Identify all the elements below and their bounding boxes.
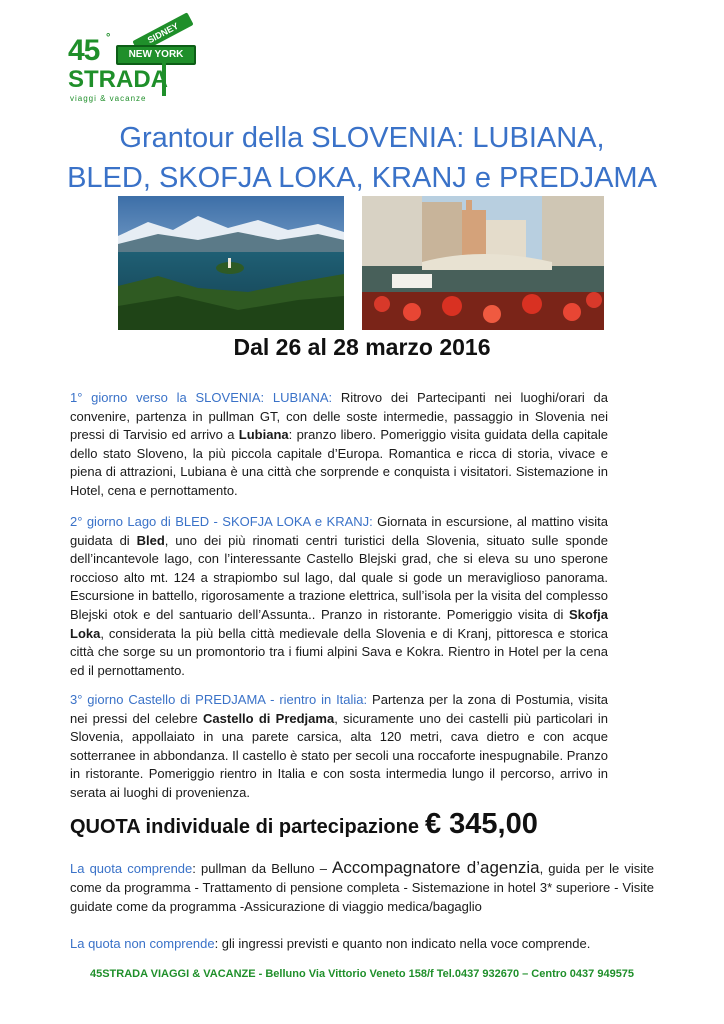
includes-label: La quota comprende [70,861,193,876]
day-3-text-1: Partenza per la zona di Postumia, visita nei pressi del celebre [70,692,608,726]
day-3-itinerary [70,691,608,803]
day-2-itinerary [70,513,608,680]
day-2-text-1: Giornata in escursione, al mattino visita guidata di [70,514,608,548]
price-excludes [70,934,654,953]
includes-text-1: : pullman da Belluno – [192,861,333,876]
day-3-label-end: : [363,692,368,707]
day-2-bold-1: Bled [136,532,165,548]
day-2-text-3: , considerata la più bella città medievale della Slovenia e di Kranj, pittoresca e storica città che sorge su un promontorio tra i fiumi alpini Sava e Kokra. Rientro in Hotel per la cena ed il pernottamento. [70,625,608,678]
trip-dates: Dal 26 al 28 marzo 2016 [233,334,491,360]
includes-highlight: Accompagnatore d’agenzia [332,858,540,877]
day-1-text-2: : pranzo libero. Pomeriggio visita guidata della capitale dello stato Sloveno, la più piccola capitale d’Europa. Romantica e ricca di storia, vivace e piena di attrazioni, Lubiana è una città che sorprende e conquista i visitatori. Sistemazione in Hotel, cena e pernottamento. [70,427,608,498]
day-3-label-bold: Italia [336,692,364,707]
agency-logo [66,12,198,102]
photo-lake-bled [118,196,344,330]
day-1-label: 1° giorno verso la SLOVENIA: LUBIANA: [70,390,333,405]
day-2-bold-2: Skofja Loka [70,606,608,641]
day-2-text-2: , uno dei più rinomati centri turistici della Slovenia, situato sulle sponde dell’incantevole lago, con l’interessante Castello Blejski grad, che si eleva su uno sperone roccioso alto mt. 124 a strapiombo sul lago, dal quale si gode un meraviglioso panorama. Escursione in battello, rigorosamente a trazione elettrica, sull’isola per la visita del complesso Blejski otok e del santuario dell’Assunta.. Pranzo in ristorante. Pomeriggio visita di [70,532,608,622]
day-3-bold-1: Castello di Predjama [203,710,335,726]
photo-ljubljana-river [362,196,604,330]
title-line-1: Grantour della SLOVENIA: LUBIANA, [119,122,605,154]
logo-sign-sidney: SIDNEY [132,12,193,53]
agency-footer: 45STRADA VIAGGI & VACANZE - Belluno Via Vittorio Veneto 158/f Tel.0437 932670 – Centro 0437 949575 [89,968,635,980]
includes-text-2: , guida per le visite come da programma - Trattamento di pensione completa - Sistemazione in hotel 3* superiore - Visite guidate come da programma -Assicurazione di viaggio medica/bagaglio [70,861,654,914]
page-title [40,118,684,198]
price-value: € 345,00 [424,808,538,840]
title-line-2: BLED, SKOFJA LOKA, KRANJ e PREDJAMA [67,162,657,194]
day-3-text-2: , sicuramente uno dei castelli più particolari in Slovenia, appollaiato in una parete carsica, alta 120 metri, cava dietro e con acque sotterranee in abbondanza. Il castello è stato per secoli una roccaforte inespugnabile. Pranzo in ristorante. Pomeriggio rientro in Italia e con sosta intermedia lungo il percorso, arrivo in serata ai luoghi di provenienza. [70,710,608,800]
logo-name: STRADA [68,66,168,93]
excludes-label: La quota non comprende [70,936,215,951]
day-1-text-1: Ritrovo dei Partecipanti nei luoghi/orari da convenire, partenza in pullman GT, con delle soste intermedie, passaggio in Slovenia nei pressi di Tarvisio ed arrivo a [70,390,609,443]
logo-number: 45 [68,34,100,67]
price-includes [70,858,654,916]
day-1-bold-1: Lubiana [238,427,289,443]
logo-sign-new-york: NEW YORK [116,45,196,65]
logo-degree: ° [106,32,111,44]
day-1-itinerary [70,389,608,501]
price-label: QUOTA individuale di partecipazione [70,816,419,838]
logo-tagline: viaggi & vacanze [70,94,147,103]
day-2-label: 2° giorno Lago di BLED - SKOFJA LOKA e KRANJ: [70,514,373,529]
excludes-text: : gli ingressi previsti e quanto non indicato nella voce comprende. [214,936,591,951]
price-line [70,808,538,841]
day-3-label: 3° giorno Castello di PREDJAMA - rientro in [70,692,337,707]
